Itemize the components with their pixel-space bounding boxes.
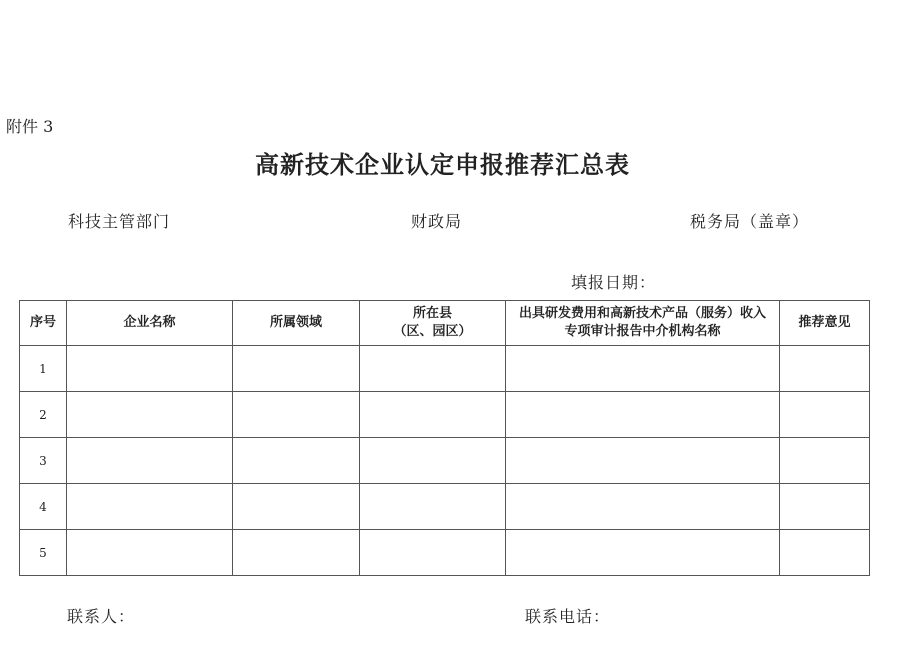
row-seq: 4	[20, 484, 67, 530]
cell-agency	[506, 438, 780, 484]
cell-opinion	[780, 438, 870, 484]
cell-agency	[506, 530, 780, 576]
cell-opinion	[780, 484, 870, 530]
table-row	[20, 438, 870, 484]
cell-field	[233, 392, 360, 438]
cell-company	[67, 530, 233, 576]
header-county-line1: 所在县	[412, 306, 452, 321]
cell-field	[233, 484, 360, 530]
cell-agency	[506, 392, 780, 438]
cell-field	[233, 530, 360, 576]
header-company: 企业名称	[67, 301, 233, 346]
fill-date-label: 填报日期：	[571, 273, 657, 292]
attachment-label: 附件 3	[6, 117, 54, 136]
header-county	[360, 301, 506, 346]
signatory-dept: 科技主管部门	[68, 212, 171, 231]
cell-company	[67, 438, 233, 484]
cell-county	[360, 392, 506, 438]
header-agency	[506, 301, 780, 346]
cell-county	[360, 484, 506, 530]
cell-county	[360, 530, 506, 576]
cell-opinion	[780, 392, 870, 438]
signatory-tax: 税务局（盖章）	[690, 212, 810, 231]
cell-agency	[506, 484, 780, 530]
cell-company	[67, 392, 233, 438]
row-seq: 1	[20, 346, 67, 392]
row-seq: 2	[20, 392, 67, 438]
summary-table	[19, 300, 870, 576]
header-opinion: 推荐意见	[780, 301, 870, 346]
row-seq: 3	[20, 438, 67, 484]
row-seq: 5	[20, 530, 67, 576]
header-agency-line1: 出具研发费用和高新技术产品（服务）收入	[518, 306, 766, 321]
table-row	[20, 346, 870, 392]
header-agency-line2: 专项审计报告中介机构名称	[564, 324, 721, 339]
cell-field	[233, 438, 360, 484]
cell-agency	[506, 346, 780, 392]
table-row	[20, 484, 870, 530]
table-header-row	[20, 301, 870, 346]
signatory-finance: 财政局	[411, 212, 463, 231]
header-county-line2: （区、园区）	[393, 324, 472, 339]
cell-field	[233, 346, 360, 392]
contact-phone-label: 联系电话：	[525, 607, 611, 626]
cell-opinion	[780, 530, 870, 576]
cell-county	[360, 438, 506, 484]
header-field: 所属领域	[233, 301, 360, 346]
document-title: 高新技术企业认定申报推荐汇总表	[255, 150, 630, 179]
cell-company	[67, 484, 233, 530]
table-row	[20, 392, 870, 438]
cell-opinion	[780, 346, 870, 392]
header-seq: 序号	[20, 301, 67, 346]
contact-person-label: 联系人：	[67, 607, 136, 626]
cell-county	[360, 346, 506, 392]
table-row	[20, 530, 870, 576]
cell-company	[67, 346, 233, 392]
